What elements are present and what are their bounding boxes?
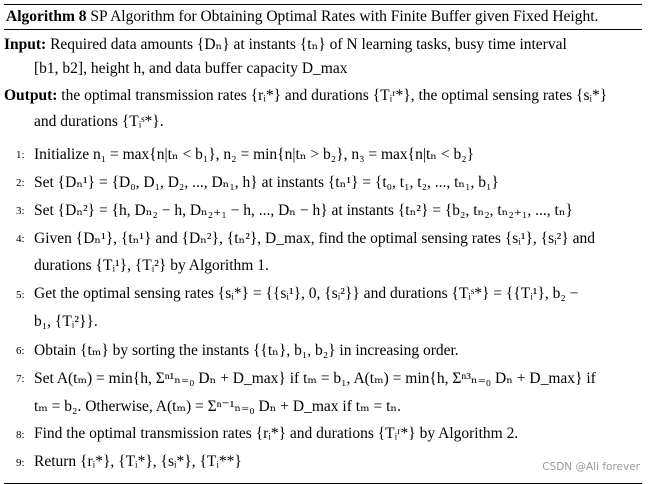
step-text: tₘ = b₂. Otherwise, A(tₘ) = Σⁿ⁻¹ₙ₌₀ Dₙ + D_max if tₘ = tₙ. (34, 398, 401, 415)
step-number: 8: (16, 429, 25, 441)
step-4-line-1 (4, 229, 642, 257)
step-text: Set {Dₙ²} = {h, Dₙ₂ − h, Dₙ₂₊₁ − h, ..., Dₙ − h} at instants {tₙ²} = {b₂, tₙ₂, tₙ₂₊₁, ..., tₙ} (34, 202, 573, 219)
input-text-1: Required data amounts {Dₙ} at instants {tₙ} of N learning tasks, busy time interval (50, 36, 567, 53)
algorithm-label: Algorithm 8 (6, 8, 87, 25)
step-text: Return {rᵢ*}, {Tᵢ*}, {sᵢ*}, {Tᵢ**} (34, 453, 242, 470)
step-text: Obtain {tₘ} by sorting the instants {{tₙ}, b₁, b₂} in increasing order. (34, 342, 459, 359)
step-text: Initialize n₁ = max{n|tₙ < b₁}, n₂ = min{n|tₙ > b₂}, n₃ = max{n|tₙ < b₂} (34, 146, 475, 163)
step-number: 6: (16, 345, 25, 357)
step-number: 7: (16, 373, 25, 385)
step-number: 4: (16, 233, 25, 245)
input-text-2: [b1, b2], height h, and data buffer capacity D_max (34, 60, 348, 77)
algorithm-title (4, 5, 642, 29)
input-label: Input: (4, 36, 47, 53)
step-number: 1: (16, 149, 25, 161)
step-text: b₁, {Tᵢ²}}. (34, 313, 98, 330)
algorithm-block (4, 4, 642, 484)
step-3-line-1 (4, 201, 642, 229)
step-4-line-2 (4, 257, 642, 285)
step-text: Set A(tₘ) = min{h, Σⁿ¹ₙ₌₀ Dₙ + D_max} if tₘ = b₁, A(tₘ) = min{h, Σⁿ³ₙ₌₀ Dₙ + D_max} if (34, 370, 596, 387)
step-5-line-2 (4, 313, 642, 341)
input-line-2 (4, 60, 642, 87)
step-number: 3: (16, 205, 25, 217)
step-text: Given {Dₙ¹}, {tₙ¹} and {Dₙ²}, {tₙ²}, D_max, find the optimal sensing rates {sᵢ¹}, {sᵢ²} and (34, 230, 596, 247)
step-text: Get the optimal sensing rates {sᵢ*} = {{sᵢ¹}, 0, {sᵢ²}} and durations {Tᵢˢ*} = {{Tᵢ¹}, b₂ − (34, 285, 579, 302)
input-line-1 (4, 35, 642, 60)
step-2-line-1 (4, 173, 642, 201)
step-7-line-1 (4, 369, 642, 397)
title-rule (4, 29, 642, 30)
step-7-line-2 (4, 397, 642, 425)
step-text: durations {Tᵢ¹}, {Tᵢ²} by Algorithm 1. (34, 257, 269, 274)
step-1-line-1 (4, 145, 642, 173)
step-8-line-1 (4, 425, 642, 453)
output-line-2 (4, 113, 642, 145)
step-number: 5: (16, 289, 25, 301)
step-6-line-1 (4, 341, 642, 369)
output-text-2: and durations {Tᵢˢ*}. (34, 113, 164, 130)
output-line-1 (4, 87, 642, 113)
step-text: Set {Dₙ¹} = {D₀, D₁, D₂, ..., Dₙ₁, h} at instants {tₙ¹} = {t₀, t₁, t₂, ..., tₙ₁, b₁} (34, 174, 499, 191)
watermark: CSDN @Ali forever (542, 461, 640, 473)
output-text-1: the optimal transmission rates {rᵢ*} and durations {Tᵢʳ*}, the optimal sensing rates {sᵢ*} (61, 87, 608, 104)
step-number: 9: (16, 457, 25, 469)
output-label: Output: (4, 87, 58, 104)
step-5-line-1 (4, 285, 642, 313)
algorithm-steps (4, 145, 642, 481)
step-text: Find the optimal transmission rates {rᵢ*} and durations {Tᵢʳ*} by Algorithm 2. (34, 425, 519, 442)
algorithm-title-text: SP Algorithm for Obtaining Optimal Rates with Finite Buffer given Fixed Height. (90, 8, 599, 25)
step-number: 2: (16, 177, 25, 189)
